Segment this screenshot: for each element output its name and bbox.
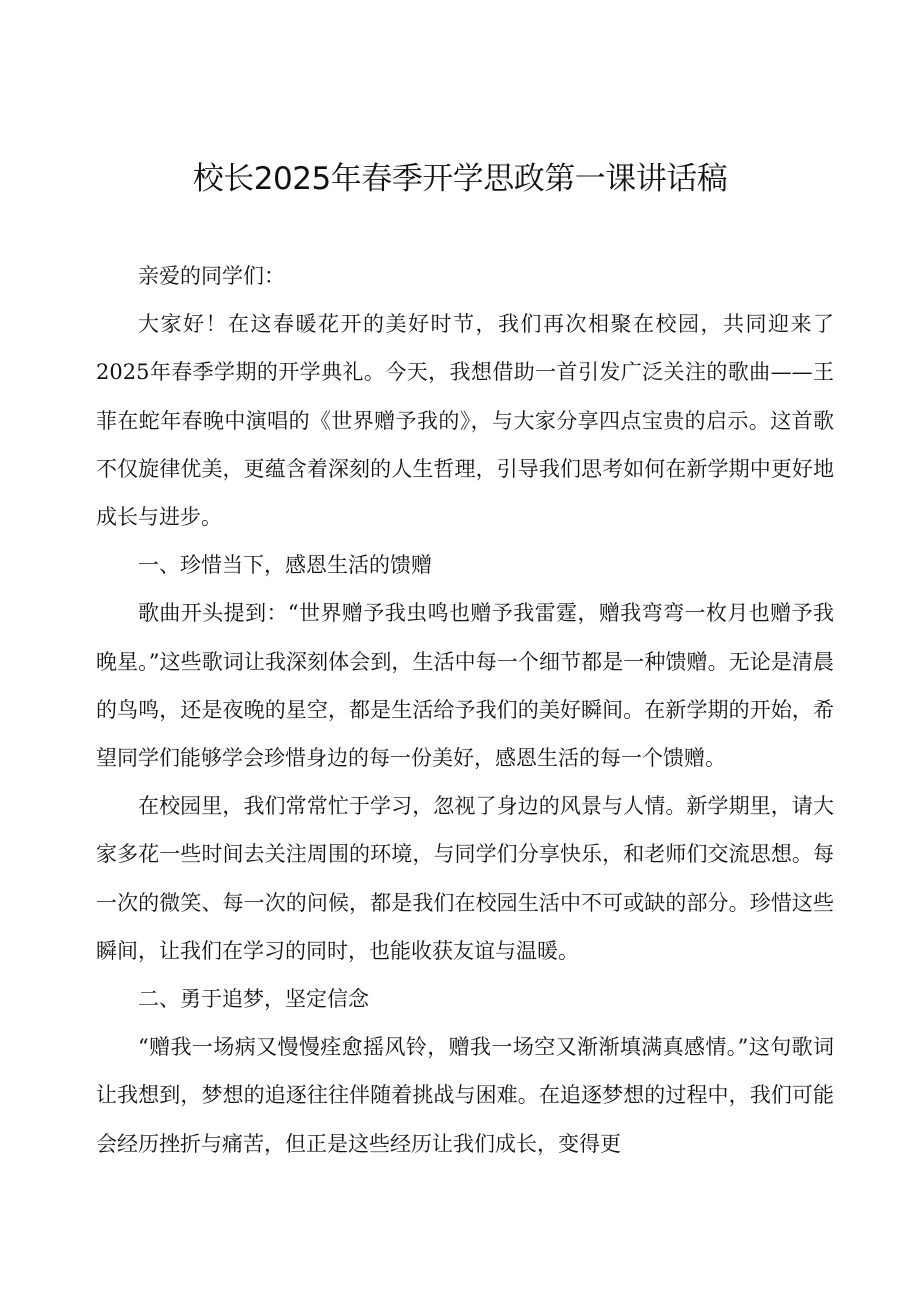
section1-paragraph-1: 歌曲开头提到：“世界赠予我虫鸣也赠予我雷霆，赠我弯弯一枚月也赠予我晚星。”这些歌词让我深刻体会到，生活中每一个细节都是一种馈赠。无论是清晨的鸟鸣，还是夜晚的星空，都是生活给予我们的美好瞬间。在新学期的开始，希望同学们能够学会珍惜身边的每一份美好，感恩生活的每一个馈赠。	[96, 601, 834, 771]
section2-paragraph-1: “赠我一场病又慢慢痊愈摇风铃，赠我一场空又渐渐填满真感情。”这句歌词让我想到，梦想的追逐往往伴随着挑战与困难。在追逐梦想的过程中，我们可能会经历挫折与痛苦，但正是这些经历让我们成长，变得更	[96, 1035, 834, 1156]
intro-paragraph: 大家好！在这春暖花开的美好时节，我们再次相聚在校园，共同迎来了2025年春季学期的开学典礼。今天，我想借助一首引发广泛关注的歌曲——王菲在蛇年春晚中演唱的《世界赠予我的》，与大家分享四点宝贵的启示。这首歌不仅旋律优美，更蕴含着深刻的人生哲理，引导我们思考如何在新学期中更好地成长与进步。	[96, 312, 834, 530]
section1-paragraph-2: 在校园里，我们常常忙于学习，忽视了身边的风景与人情。新学期里，请大家多花一些时间去关注周围的环境，与同学们分享快乐，和老师们交流思想。每一次的微笑、每一次的问候，都是我们在校园生活中不可或缺的部分。珍惜这些瞬间，让我们在学习的同时，也能收获友谊与温暖。	[96, 794, 834, 963]
section-heading-1: 一、珍惜当下，感恩生活的馈赠	[138, 553, 432, 578]
document-body	[96, 252, 834, 1168]
greeting-paragraph: 亲爱的同学们：	[138, 264, 285, 288]
page-title: 校长2025年春季开学思政第一课讲话稿	[192, 161, 728, 197]
section-heading-2: 二、勇于追梦，坚定信念	[138, 987, 369, 1012]
